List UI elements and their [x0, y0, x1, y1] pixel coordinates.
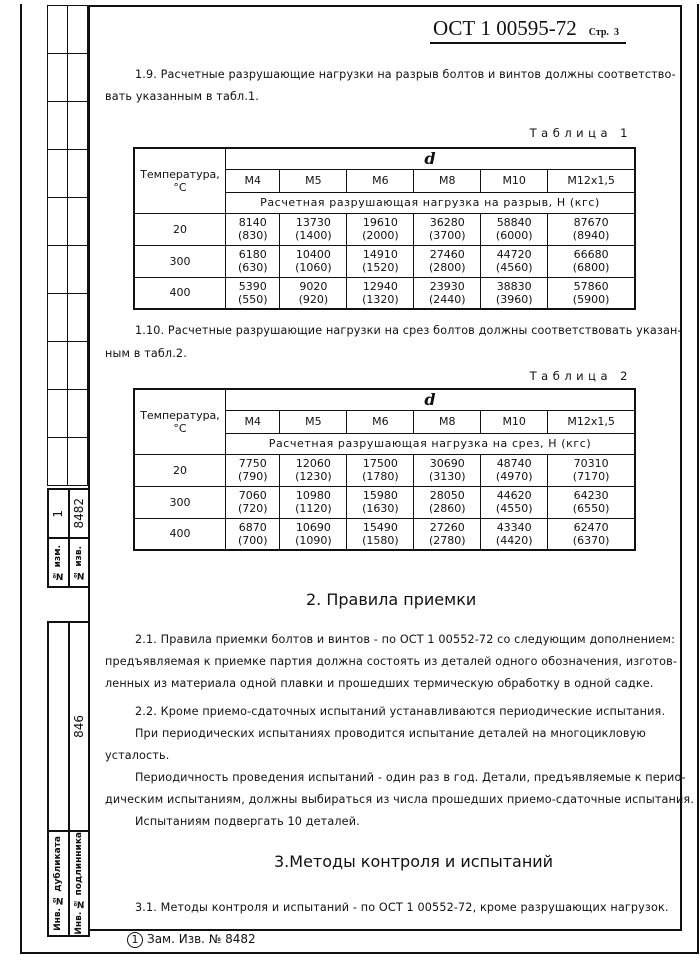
temperature-cell: 300	[134, 245, 226, 277]
paragraph-2-1-line-2: предъявляемая к приемке партия должна состоять из деталей одного обозначения, изготов-	[105, 655, 678, 668]
paragraph-2-2-line-1: 2.2. Кроме приемо-сдаточных испытаний устанавливаются периодические испытания.	[135, 705, 666, 718]
paragraph-2-1-line-1: 2.1. Правила приемки болтов и винтов - по ОСТ 1 00552-72 со следующим дополнением:	[135, 633, 676, 646]
load-cell: 30690 (3130)	[414, 454, 481, 486]
margin-grid-cell	[47, 198, 88, 246]
paragraph-2-1-line-3: ленных из материала одной плавки и прошедших термическую обработку в одной садке.	[105, 677, 654, 690]
temperature-cell: 400	[134, 277, 226, 309]
load-cell: 27460 (2800)	[414, 245, 481, 277]
header-underline	[430, 42, 626, 44]
size-header: M4	[226, 169, 280, 192]
table-1-caption: Таблица 1	[529, 126, 632, 140]
load-cell: 6180 (630)	[226, 245, 280, 277]
load-cell: 17500 (1780)	[347, 454, 414, 486]
margin-grid-cell	[47, 438, 88, 486]
section-3-heading: 3.Методы контроля и испытаний	[274, 852, 554, 871]
margin-grid	[47, 5, 88, 486]
size-header: M8	[414, 169, 481, 192]
size-header: M10	[481, 169, 548, 192]
footer-text: Зам. Изв. № 8482	[147, 932, 256, 946]
size-header: M5	[280, 410, 347, 433]
load-cell: 87670 (8940)	[548, 213, 635, 245]
size-header: M5	[280, 169, 347, 192]
load-cell: 9020 (920)	[280, 277, 347, 309]
size-header: M10	[481, 410, 548, 433]
load-cell: 64230 (6550)	[548, 486, 635, 518]
load-cell: 10400 (1060)	[280, 245, 347, 277]
notice-number-label: № изв.	[73, 545, 84, 580]
load-cell: 12060 (1230)	[280, 454, 347, 486]
load-cell: 36280 (3700)	[414, 213, 481, 245]
load-subheader: Расчетная разрушающая нагрузка на срез, Н (кгс)	[226, 433, 636, 454]
load-cell: 44620 (4550)	[481, 486, 548, 518]
size-header: M6	[347, 410, 414, 433]
duplicate-inventory-label: Инв. № дубликата	[53, 836, 64, 932]
change-circle-mark: 1	[127, 932, 143, 948]
size-header: M8	[414, 410, 481, 433]
notice-number: 8482	[71, 498, 86, 529]
paragraph-2-2-line-6: Испытаниям подвергать 10 деталей.	[135, 815, 360, 828]
load-cell: 66680 (6800)	[548, 245, 635, 277]
paragraph-2-2-line-2: При периодических испытаниях проводится испытание деталей на многоцикловую	[135, 727, 646, 740]
size-header: M12x1,5	[548, 169, 635, 192]
table-row	[134, 277, 635, 309]
load-cell: 43340 (4420)	[481, 518, 548, 550]
temperature-cell: 300	[134, 486, 226, 518]
change-notice-footer	[127, 932, 256, 948]
load-cell: 7750 (790)	[226, 454, 280, 486]
temperature-cell: 20	[134, 213, 226, 245]
table-row	[134, 518, 635, 550]
table-row	[134, 454, 635, 486]
margin-grid-cell	[47, 390, 88, 438]
load-cell: 12940 (1320)	[347, 277, 414, 309]
load-cell: 8140 (830)	[226, 213, 280, 245]
load-cell: 10690 (1090)	[280, 518, 347, 550]
paragraph-1-10-line-2: ным в табл.2.	[105, 347, 187, 360]
load-cell: 58840 (6000)	[481, 213, 548, 245]
load-cell: 38830 (3960)	[481, 277, 548, 309]
load-cell: 5390 (550)	[226, 277, 280, 309]
paragraph-1-10-line-1: 1.10. Расчетные разрушающие нагрузки на срез болтов должны соответствовать указан-	[135, 324, 682, 337]
load-cell: 44720 (4560)	[481, 245, 548, 277]
load-cell: 23930 (2440)	[414, 277, 481, 309]
change-number-label: № изм.	[53, 544, 64, 581]
load-cell: 62470 (6370)	[548, 518, 635, 550]
margin-grid-cell	[47, 102, 88, 150]
diameter-header: d	[226, 389, 636, 410]
load-cell: 15980 (1630)	[347, 486, 414, 518]
temperature-header: Температура, °C	[134, 148, 226, 213]
load-cell: 19610 (2000)	[347, 213, 414, 245]
margin-grid-cell	[47, 54, 88, 102]
load-cell: 70310 (7170)	[548, 454, 635, 486]
size-header: M6	[347, 169, 414, 192]
paragraph-1-9-line-2: вать указанным в табл.1.	[105, 90, 260, 103]
load-cell: 6870 (700)	[226, 518, 280, 550]
temperature-cell: 20	[134, 454, 226, 486]
temperature-cell: 400	[134, 518, 226, 550]
original-inventory-number: 846	[71, 715, 86, 739]
table-1	[133, 147, 636, 310]
margin-grid-cell	[47, 150, 88, 198]
temperature-header: Температура, °C	[134, 389, 226, 454]
load-cell: 14910 (1520)	[347, 245, 414, 277]
load-cell: 28050 (2860)	[414, 486, 481, 518]
document-code: ОСТ 1 00595-72	[433, 16, 577, 40]
paragraph-3-1: 3.1. Методы контроля и испытаний - по ОСТ 1 00552-72, кроме разрушающих нагрузок.	[135, 901, 669, 914]
table-row	[134, 213, 635, 245]
load-cell: 10980 (1120)	[280, 486, 347, 518]
section-2-heading: 2. Правила приемки	[306, 590, 477, 609]
page-number: 3	[613, 27, 619, 38]
inventory-stamp	[47, 621, 90, 937]
margin-grid-cell	[47, 246, 88, 294]
change-stamp	[47, 488, 90, 588]
paragraph-2-2-line-5: дическим испытаниям, должны выбираться из числа прошедших приемо-сдаточные испытания.	[105, 793, 695, 806]
document-header	[433, 16, 619, 41]
load-cell: 48740 (4970)	[481, 454, 548, 486]
table-2	[133, 388, 636, 551]
original-inventory-label: Инв. № подлинника	[73, 832, 84, 935]
paragraph-1-9-line-1: 1.9. Расчетные разрушающие нагрузки на разрыв болтов и винтов должны соответство-	[135, 68, 676, 81]
page-label: Стр.	[588, 27, 609, 38]
load-cell: 7060 (720)	[226, 486, 280, 518]
change-number: 1	[51, 509, 66, 518]
table-row	[134, 486, 635, 518]
margin-grid-cell	[47, 342, 88, 390]
size-header: M4	[226, 410, 280, 433]
size-header: M12x1,5	[548, 410, 635, 433]
load-cell: 13730 (1400)	[280, 213, 347, 245]
load-cell: 15490 (1580)	[347, 518, 414, 550]
table-row	[134, 245, 635, 277]
load-cell: 27260 (2780)	[414, 518, 481, 550]
load-cell: 57860 (5900)	[548, 277, 635, 309]
margin-grid-cell	[47, 5, 88, 54]
paragraph-2-2-line-3: усталость.	[105, 749, 170, 762]
diameter-header: d	[226, 148, 636, 169]
table-2-caption: Таблица 2	[529, 369, 632, 383]
load-subheader: Расчетная разрушающая нагрузка на разрыв, Н (кгс)	[226, 192, 636, 213]
margin-grid-cell	[47, 294, 88, 342]
paragraph-2-2-line-4: Периодичность проведения испытаний - один раз в год. Детали, предъявляемые к перио-	[135, 771, 686, 784]
